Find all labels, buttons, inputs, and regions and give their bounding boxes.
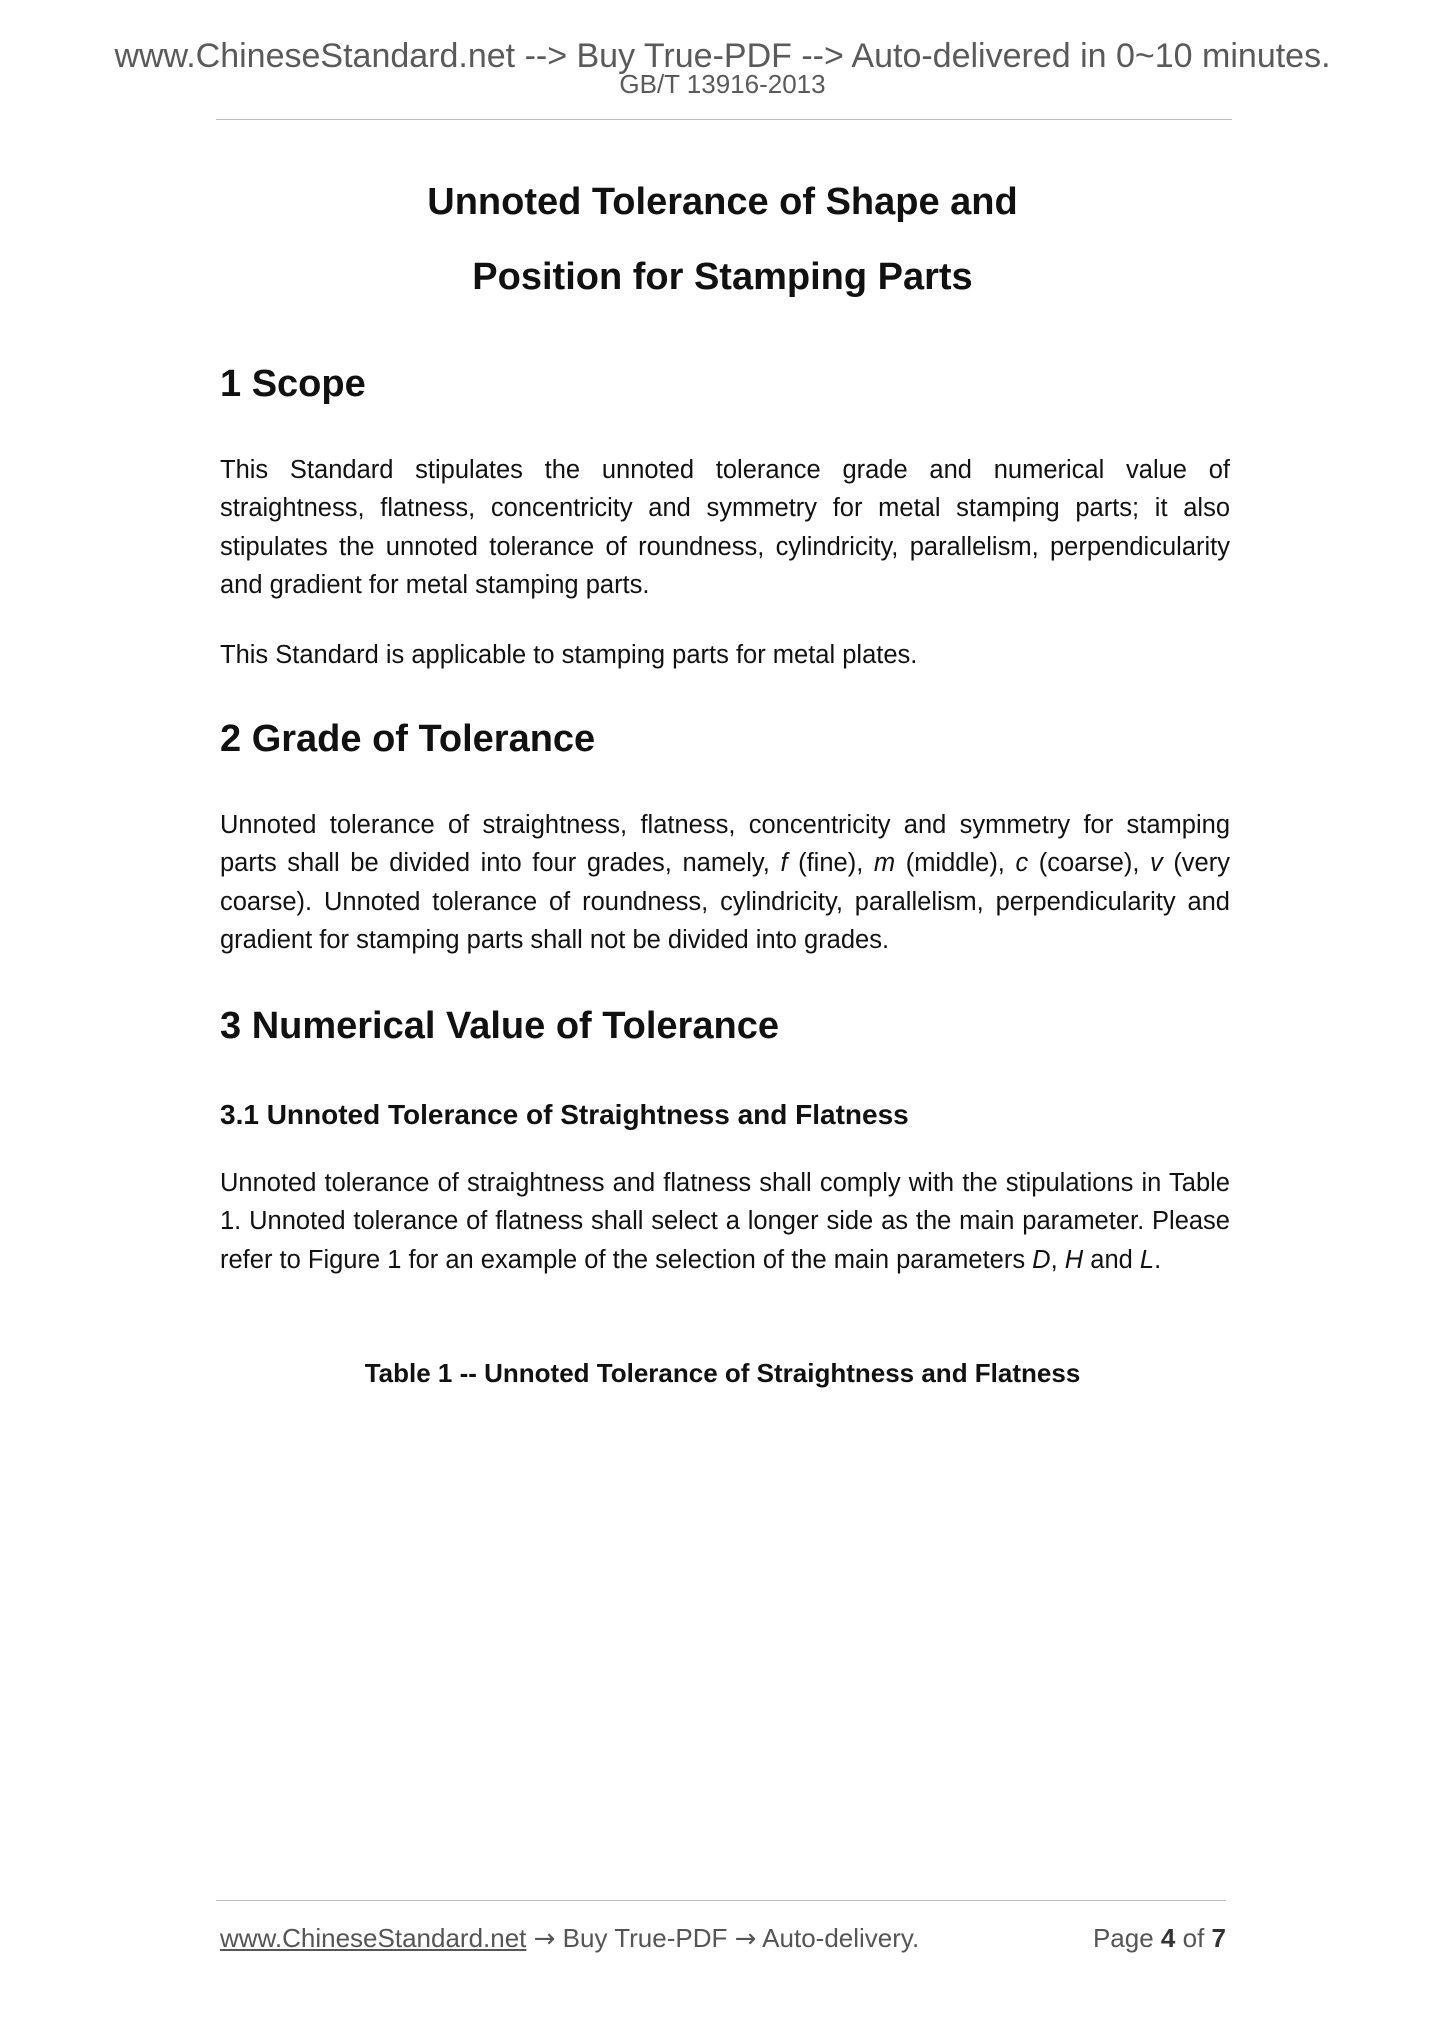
page-footer (220, 1921, 1226, 1955)
current-page-number: 4 (1160, 1923, 1176, 1953)
straightness-paragraph: Unnoted tolerance of straightness and flatness shall comply with the stipulations in Table 1. Unnoted tolerance of flatness shall select a longer side as the main parameter. Please refer to Figure 1 for an example of the selection of the main parameters D, H and L. (220, 1169, 1230, 1274)
footer-delivery-text: Auto-delivery. (756, 1923, 920, 1953)
document-id: GB/T 13916-2013 (619, 69, 826, 99)
document-title-line2: Position for Stamping Parts (472, 256, 973, 298)
scope-paragraph-2: This Standard is applicable to stamping parts for metal plates. (220, 641, 918, 669)
arrow-right-icon: → (734, 1924, 757, 1954)
header-divider (216, 119, 1232, 120)
table-1-caption: Table 1 -- Unnoted Tolerance of Straightness and Flatness (364, 1358, 1081, 1388)
total-pages: 7 (1211, 1923, 1226, 1953)
footer-left (220, 1921, 919, 1956)
footer-buy-text: Buy True-PDF (555, 1923, 735, 1953)
grade-paragraph: Unnoted tolerance of straightness, flatness, concentricity and symmetry for stamping parts shall be divided into four grades, namely, f (fine), m (middle), c (coarse), v (very coarse). Unnoted tolerance of roundness, cylindricity, parallelism, perpendicularity and gradient for stamping parts shall not be divided into grades. (220, 811, 1230, 954)
heading-numerical-value: 3 Numerical Value of Tolerance (220, 1005, 779, 1047)
heading-scope: 1 Scope (220, 363, 366, 405)
heading-straightness-flatness: 3.1 Unnoted Tolerance of Straightness and Flatness (220, 1099, 909, 1130)
heading-grade-of-tolerance: 2 Grade of Tolerance (220, 718, 596, 760)
page-indicator: Page 4 of 7 (1092, 1923, 1226, 1953)
arrow-right-icon: → (533, 1924, 556, 1954)
document-title-line1: Unnoted Tolerance of Shape and (427, 181, 1018, 223)
footer-site-link[interactable]: www.ChineseStandard.net (220, 1923, 527, 1953)
footer-divider (216, 1900, 1226, 1901)
scope-paragraph-1: This Standard stipulates the unnoted tolerance grade and numerical value of straightness, flatness, concentricity and symmetry for metal stamping parts; it also stipulates the unnoted tolerance of roundness, cylindricity, parallelism, perpendicularity and gradient for metal stamping parts. (220, 456, 1230, 599)
top-banner: www.ChineseStandard.net --> Buy True-PDF --> Auto-delivered in 0~10 minutes. (114, 37, 1331, 75)
